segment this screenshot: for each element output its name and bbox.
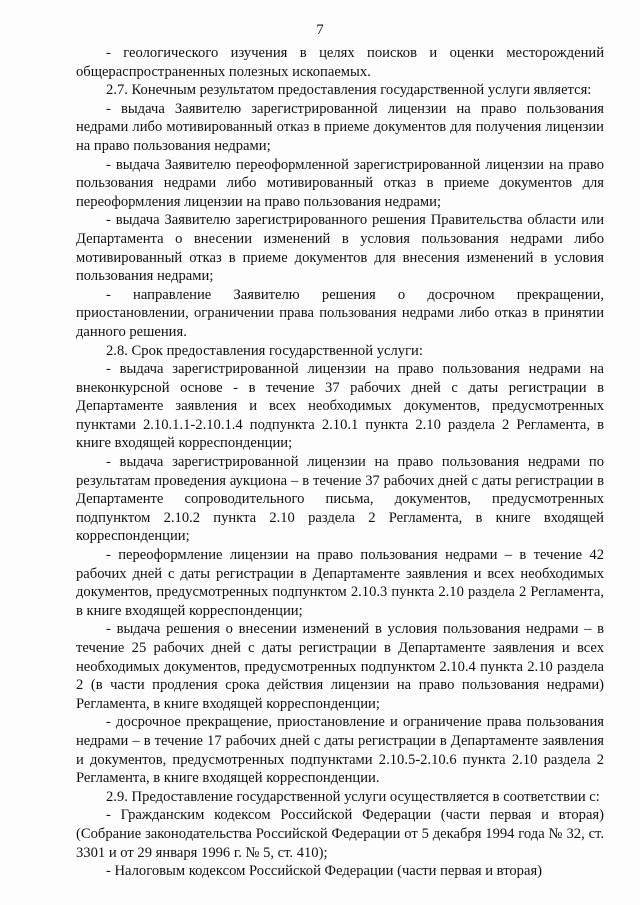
paragraph: - досрочное прекращение, приостановление и ограничение права пользования недрами – в течение 17 рабочих дней с даты регистрации в Департаменте заявления и документов, предусмотренных подпунктами 2.10.5-2.10.6 пункта 2.10 раздела 2 Регламента, в книге входящей корреспонденции.: [76, 714, 604, 787]
paragraph: 2.8. Срок предоставления государственной услуги:: [106, 342, 423, 359]
page-number: 7: [316, 22, 324, 38]
paragraph: - Налоговым кодексом Российской Федерации (части первая и вторая): [106, 863, 543, 880]
paragraph: - Гражданским кодексом Российской Федерации (части первая и вторая) (Собрание законодательства Российской Федерации от 5 декабря 1994 года № 32, ст. 3301 и от 29 января 1996 г. № 5, ст. 410);: [76, 807, 604, 861]
paragraph: - переоформление лицензии на право пользования недрами – в течение 42 рабочих дней с даты регистрации в Департаменте заявления и всех необходимых документов, предусмотренных подпунктом 2.10.3 пункта 2.10 раздела 2 Регламента, в книге входящей корреспонденции;: [76, 547, 604, 619]
paragraph: - направление Заявителю решения о досрочном прекращении, приостановлении, ограничении права пользования недрами либо отказ в принятии данного решения.: [76, 286, 604, 340]
paragraph: - геологического изучения в целях поисков и оценки месторождений общераспространенных полезных ископаемых.: [76, 45, 604, 80]
paragraph: - выдача Заявителю зарегистрированной лицензии на право пользования недрами либо мотивированный отказ в приеме документов для получения лицензии на право пользования недрами;: [76, 100, 604, 154]
paragraph: 2.7. Конечным результатом предоставления государственной услуги является:: [106, 82, 592, 99]
paragraph: - выдача зарегистрированной лицензии на право пользования недрами по результатам проведения аукциона – в течение 37 рабочих дней с даты регистрации в Департаменте сопроводительного письма, документов, предусмотренных подпунктом 2.10.2 пункта 2.10 раздела 2 Регламента, в книге входящей корреспонденции;: [76, 454, 604, 545]
paragraph: - выдача Заявителю зарегистрированного решения Правительства области или Департамента о внесении изменений в условия пользования недрами либо мотивированный отказ в приеме документов для внесения изменений в условия пользования недрами;: [76, 212, 604, 285]
paragraph: - выдача зарегистрированной лицензии на право пользования недрами на внеконкурсной основе - в течение 37 рабочих дней с даты регистрации в Департаменте заявления и всех необходимых документов, предусмотренных пунктами 2.10.1.1-2.10.1.4 подпункта 2.10.1 пункта 2.10 раздела 2 Регламента, в книге входящей корреспонденции;: [76, 361, 604, 452]
paragraph: 2.9. Предоставление государственной услуги осуществляется в соответствии с:: [106, 788, 600, 805]
document-body: [76, 44, 604, 881]
paragraph: - выдача Заявителю переоформленной зарегистрированной лицензии на право пользования недрами либо мотивированный отказ в приеме документов для переоформления лицензии на право пользования недрами;: [76, 156, 604, 210]
paragraph: - выдача решения о внесении изменений в условия пользования недрами – в течение 25 рабочих дней с даты регистрации в Департаменте заявления и всех необходимых документов, предусмотренных подпунктом 2.10.4 пункта 2.10 раздела 2 (в части продления срока действия лицензии на право пользования недрами) Регламента, в книге входящей корреспонденции;: [76, 621, 604, 712]
